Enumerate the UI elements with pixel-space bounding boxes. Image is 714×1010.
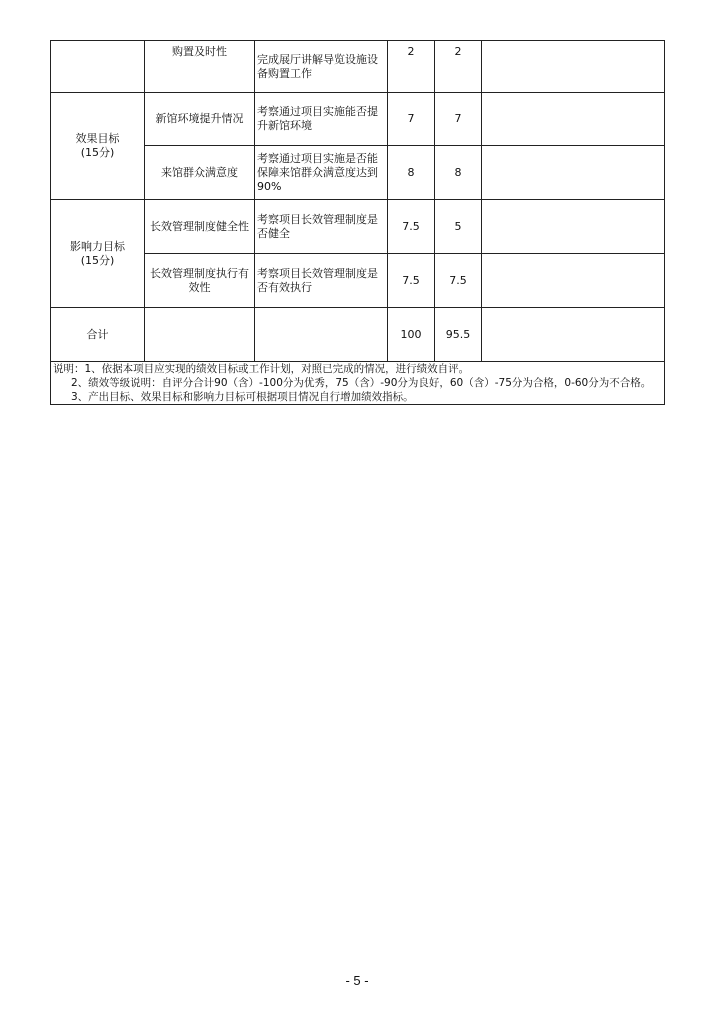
standard-cell: 考察项目长效管理制度是否健全 xyxy=(255,200,388,254)
weight-cell: 7.5 xyxy=(388,254,435,308)
note-line-2: 2、绩效等级说明：自评分合计90（含）-100分为优秀，75（含）-90分为良好，60（含）-75分为合格，0-60分为不合格。 xyxy=(71,377,652,389)
standard-cell: 考察通过项目实施能否提升新馆环境 xyxy=(255,93,388,146)
weight-cell: 2 xyxy=(388,41,435,93)
total-label: 合计 xyxy=(51,308,145,362)
note-line-3: 3、产出目标、效果目标和影响力目标可根据项目情况自行增加绩效指标。 xyxy=(71,391,414,403)
indicator-cell: 长效管理制度健全性 xyxy=(145,200,255,254)
score-cell: 5 xyxy=(435,200,482,254)
weight-cell: 7 xyxy=(388,93,435,146)
notes-cell xyxy=(51,362,665,405)
page-number: - 5 - xyxy=(345,973,369,988)
category-label: 效果目标 xyxy=(75,132,120,145)
category-points: (15分) xyxy=(80,146,115,159)
indicator-cell: 新馆环境提升情况 xyxy=(145,93,255,146)
category-points: (15分) xyxy=(80,253,115,267)
score-cell: 7 xyxy=(435,93,482,146)
remark-cell xyxy=(482,254,665,308)
category-cell-impact-goal xyxy=(51,200,145,308)
remark-cell xyxy=(482,41,665,93)
remark-cell xyxy=(482,200,665,254)
score-cell: 7.5 xyxy=(435,254,482,308)
table-row xyxy=(51,93,665,146)
remark-cell xyxy=(482,146,665,200)
table-row xyxy=(51,200,665,254)
indicator-cell: 来馆群众满意度 xyxy=(145,146,255,200)
blank-cell xyxy=(482,308,665,362)
category-cell-effect-goal xyxy=(51,93,145,200)
blank-cell xyxy=(145,308,255,362)
weight-cell: 7.5 xyxy=(388,200,435,254)
weight-cell: 8 xyxy=(388,146,435,200)
standard-cell: 考察项目长效管理制度是否有效执行 xyxy=(255,254,388,308)
category-cell-blank xyxy=(51,41,145,93)
score-cell: 2 xyxy=(435,41,482,93)
table-row xyxy=(51,41,665,93)
indicator-cell: 长效管理制度执行有效性 xyxy=(145,254,255,308)
indicator-cell: 购置及时性 xyxy=(145,41,255,93)
note-line-1: 说明：1、依据本项目应实现的绩效目标或工作计划，对照已完成的情况，进行绩效自评。 xyxy=(53,363,470,375)
blank-cell xyxy=(255,308,388,362)
standard-cell: 考察通过项目实施是否能保障来馆群众满意度达到90% xyxy=(255,146,388,200)
notes-row xyxy=(51,362,665,405)
remark-cell xyxy=(482,93,665,146)
total-weight: 100 xyxy=(388,308,435,362)
total-row xyxy=(51,308,665,362)
performance-table xyxy=(50,40,665,405)
standard-cell: 完成展厅讲解导览设施设备购置工作 xyxy=(255,41,388,93)
total-score: 95.5 xyxy=(435,308,482,362)
category-label: 影响力目标 xyxy=(70,239,125,253)
score-cell: 8 xyxy=(435,146,482,200)
